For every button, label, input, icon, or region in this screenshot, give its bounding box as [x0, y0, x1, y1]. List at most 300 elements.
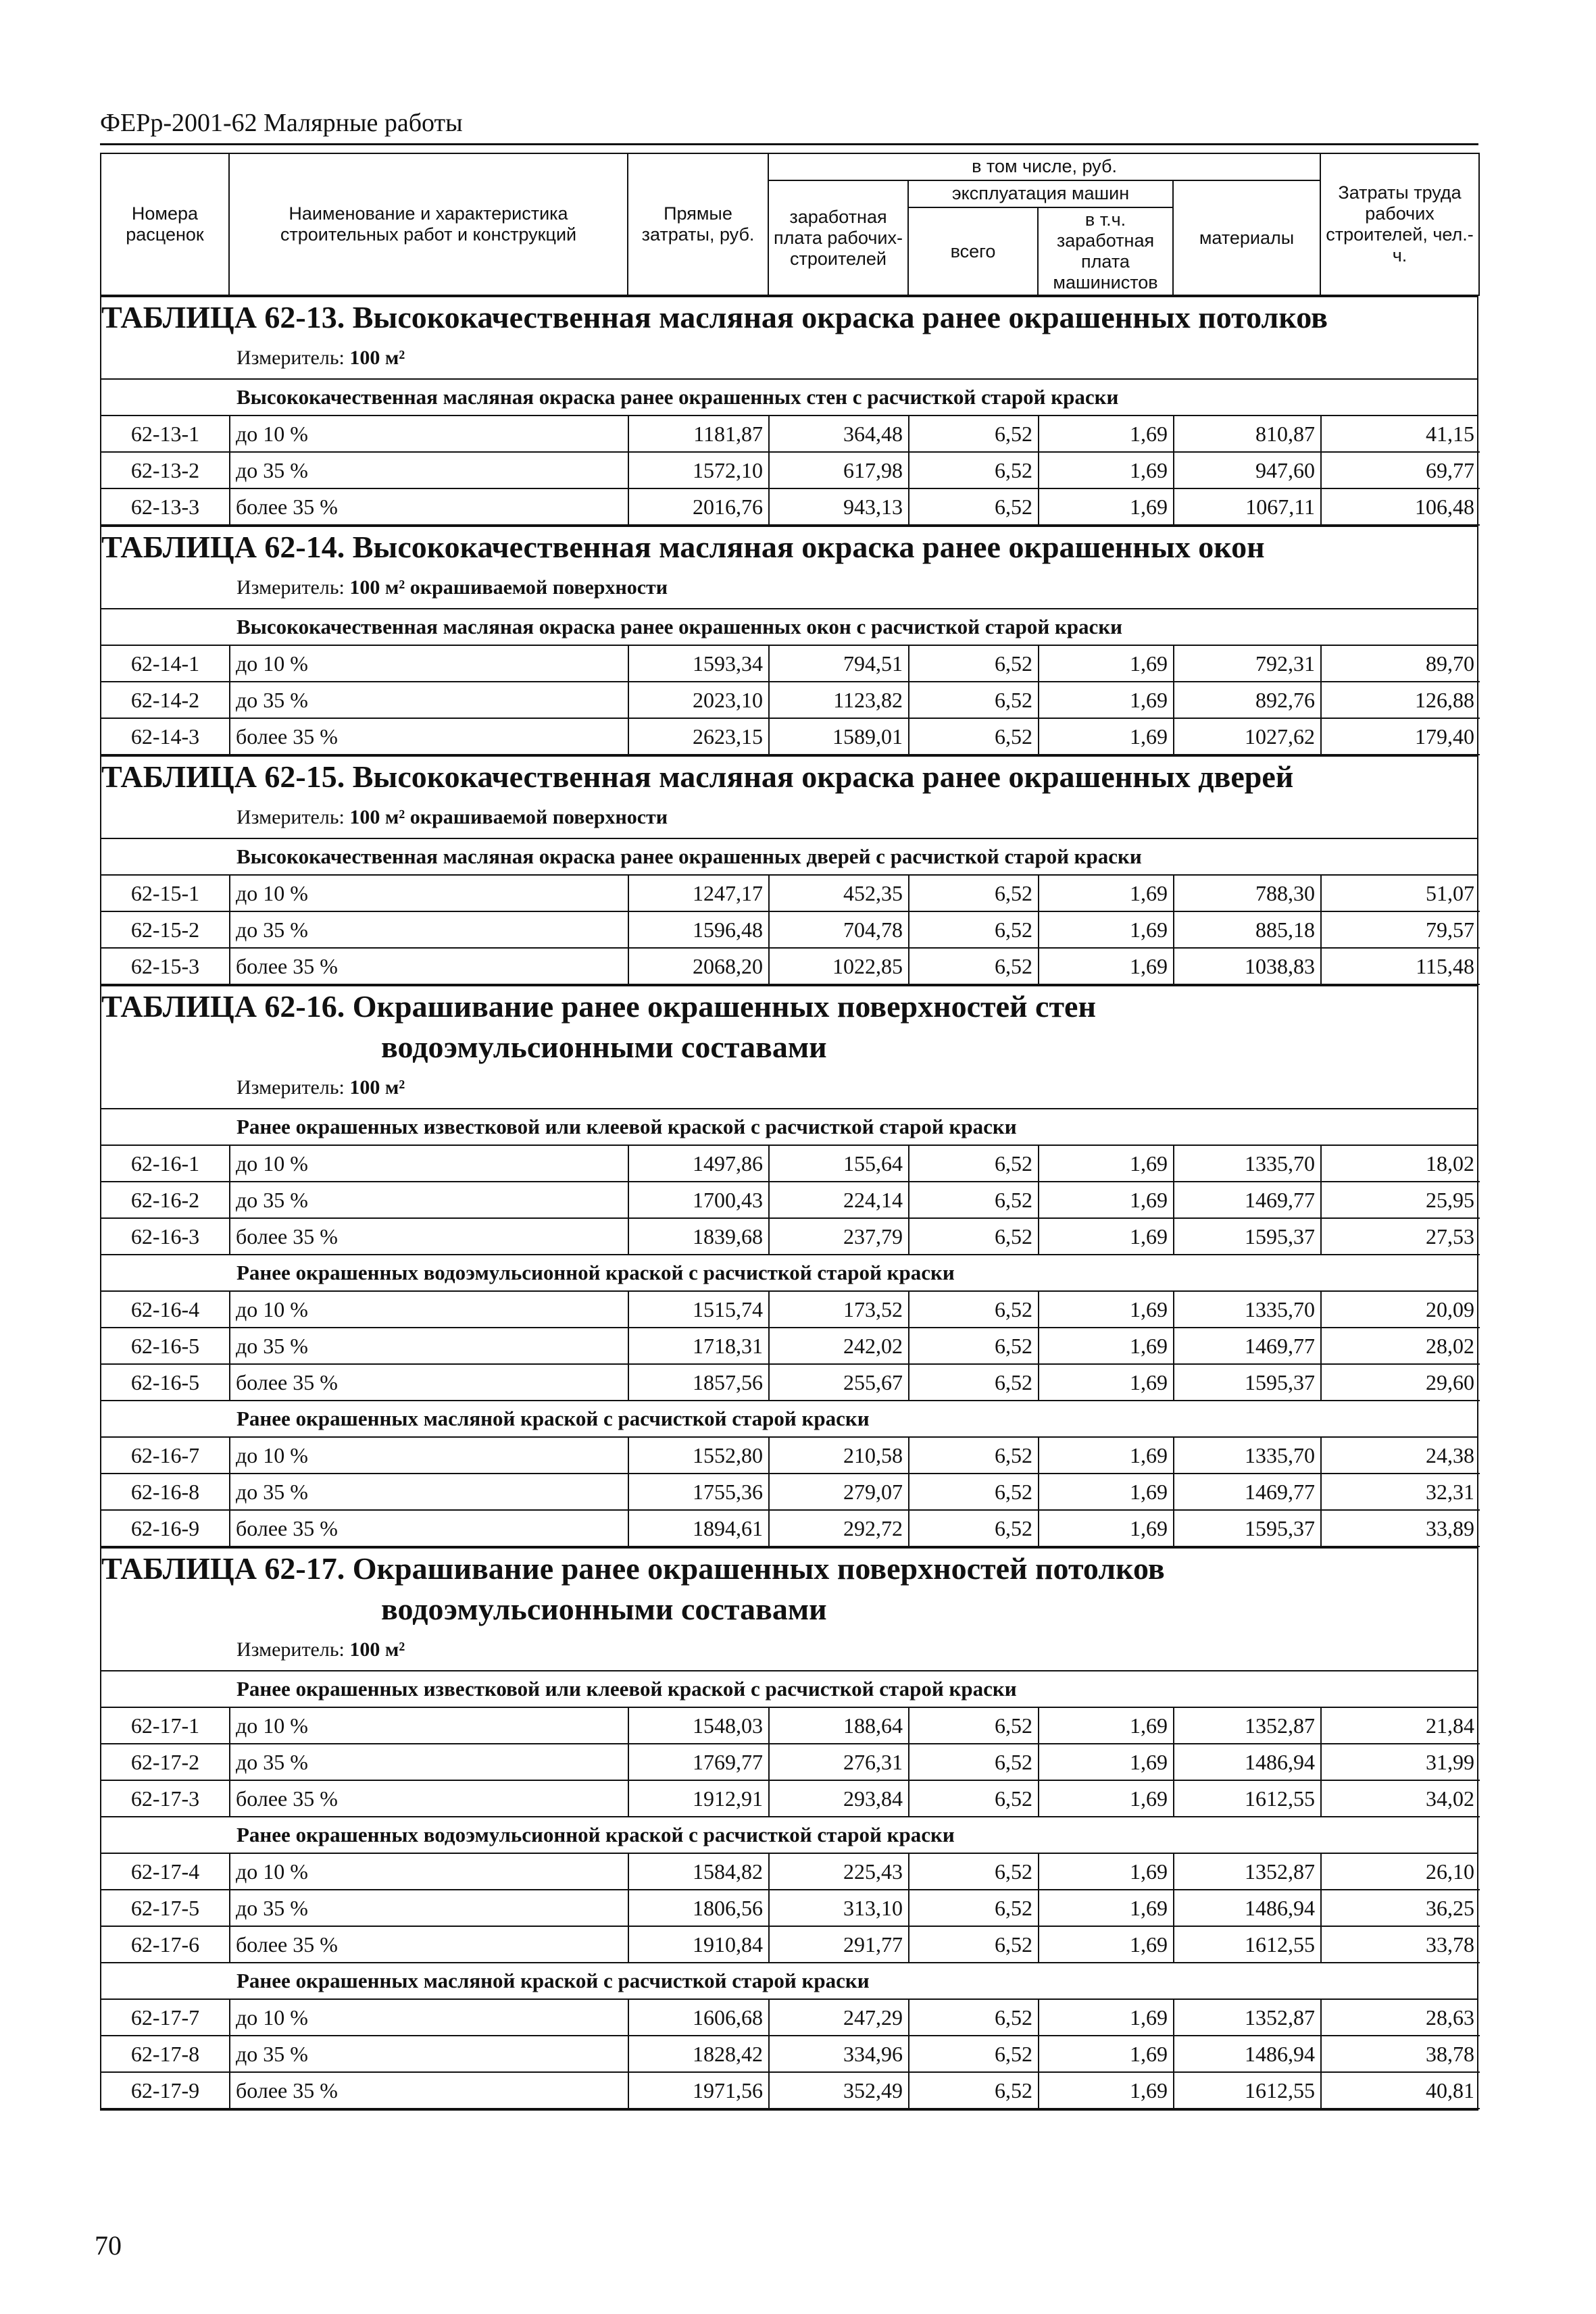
table-cell: 1612,55 [1174, 1780, 1321, 1817]
group-title: Высококачественная масляная окраска ранее окрашенных окон с расчисткой старой краски [101, 609, 1477, 646]
table-cell: 62-17-8 [101, 2036, 230, 2072]
table-cell: 62-13-2 [101, 452, 230, 488]
table-cell: более 35 % [230, 718, 628, 755]
table-cell: до 10 % [230, 876, 628, 911]
table-cell: 41,15 [1321, 416, 1480, 452]
table-cell: 6,52 [909, 1218, 1039, 1255]
table-cell: до 10 % [230, 1708, 628, 1744]
table-cell: 1335,70 [1174, 1292, 1321, 1328]
table-cell: 1828,42 [628, 2036, 769, 2072]
table-row [101, 718, 1480, 755]
table-cell: 1,69 [1039, 1328, 1174, 1364]
table-cell: 1,69 [1039, 1854, 1174, 1890]
table-cell: 1,69 [1039, 488, 1174, 525]
table-cell: 62-14-2 [101, 682, 230, 718]
table-title-text: ТАБЛИЦА 62-15. Высококачественная масляная окраска ранее окрашенных дверей [101, 759, 1294, 795]
table-cell: 21,84 [1321, 1708, 1480, 1744]
table-cell: 18,02 [1321, 1146, 1480, 1182]
table-cell: 6,52 [909, 1890, 1039, 1926]
table-row [101, 1474, 1480, 1510]
table-cell: 352,49 [769, 2072, 909, 2109]
table-cell: 24,38 [1321, 1438, 1480, 1474]
table-cell: 1,69 [1039, 1146, 1174, 1182]
table-cell: 1352,87 [1174, 1854, 1321, 1890]
table-cell: 1595,37 [1174, 1510, 1321, 1546]
table-row [101, 452, 1480, 488]
table-cell: до 35 % [230, 1474, 628, 1510]
table-cell: 1912,91 [628, 1780, 769, 1817]
table-cell: 1,69 [1039, 911, 1174, 948]
measure-rest: окрашиваемой поверхности [409, 576, 668, 599]
table-cell: 792,31 [1174, 646, 1321, 682]
table-row [101, 2000, 1480, 2036]
table-cell: 1755,36 [628, 1474, 769, 1510]
table-cell: 1335,70 [1174, 1146, 1321, 1182]
group-title: Ранее окрашенных масляной краской с расчисткой старой краски [101, 1963, 1477, 2000]
table-cell: 1067,11 [1174, 488, 1321, 525]
table-cell: 6,52 [909, 911, 1039, 948]
table-row [101, 1890, 1480, 1926]
table-cell: 51,07 [1321, 876, 1480, 911]
table-cell: 6,52 [909, 1744, 1039, 1780]
table-title [101, 296, 1477, 338]
table-cell: до 35 % [230, 1182, 628, 1218]
table-cell: 1469,77 [1174, 1474, 1321, 1510]
table-row [101, 1218, 1480, 1255]
table-cell: 62-16-2 [101, 1182, 230, 1218]
table-cell: до 10 % [230, 1854, 628, 1890]
group-title: Ранее окрашенных известковой или клеевой краской с расчисткой старой краски [101, 1109, 1477, 1146]
table-cell: 6,52 [909, 682, 1039, 718]
table-cell: 1,69 [1039, 718, 1174, 755]
table-cell: до 35 % [230, 682, 628, 718]
table-row [101, 1182, 1480, 1218]
table-cell: 1,69 [1039, 1364, 1174, 1401]
table-cell: 6,52 [909, 948, 1039, 984]
data-table [101, 1292, 1480, 1401]
table-cell: 6,52 [909, 1364, 1039, 1401]
table-cell: 62-14-3 [101, 718, 230, 755]
table-cell: 31,99 [1321, 1744, 1480, 1780]
table-cell: 1,69 [1039, 452, 1174, 488]
table-row [101, 1510, 1480, 1546]
table-cell: 1,69 [1039, 1926, 1174, 1963]
table-cell: 79,57 [1321, 911, 1480, 948]
table-cell: 1596,48 [628, 911, 769, 948]
col-header-incl: в том числе, руб. [768, 153, 1320, 180]
table-cell: 62-17-5 [101, 1890, 230, 1926]
table-row [101, 488, 1480, 525]
table-title-text: ТАБЛИЦА 62-14. Высококачественная масляная окраска ранее окрашенных окон [101, 530, 1265, 565]
measure-rest: окрашиваемой поверхности [409, 806, 668, 829]
table-row [101, 1780, 1480, 1817]
table-cell: 210,58 [769, 1438, 909, 1474]
table-cell: 1,69 [1039, 2000, 1174, 2036]
table-row [101, 1438, 1480, 1474]
table-cell: 40,81 [1321, 2072, 1480, 2109]
table-cell: 62-16-8 [101, 1474, 230, 1510]
page-number: 70 [95, 2230, 122, 2261]
table-cell: 1971,56 [628, 2072, 769, 2109]
table-cell: до 35 % [230, 1328, 628, 1364]
table-cell: 1022,85 [769, 948, 909, 984]
table-cell: 32,31 [1321, 1474, 1480, 1510]
table-title [101, 985, 1477, 1067]
table-cell: 6,52 [909, 1854, 1039, 1890]
table-cell: 1595,37 [1174, 1218, 1321, 1255]
col-header-codes: Номера расценок [101, 153, 229, 295]
group-title: Ранее окрашенных масляной краской с расчисткой старой краски [101, 1401, 1477, 1438]
table-cell: 62-17-3 [101, 1780, 230, 1817]
group-title: Ранее окрашенных известковой или клеевой краской с расчисткой старой краски [101, 1671, 1477, 1708]
table-cell: 6,52 [909, 488, 1039, 525]
table-cell: 6,52 [909, 718, 1039, 755]
table-cell: 115,48 [1321, 948, 1480, 984]
table-cell: 2623,15 [628, 718, 769, 755]
measure-line [101, 1067, 1477, 1109]
table-cell: 892,76 [1174, 682, 1321, 718]
measure-label: Измеритель: [236, 576, 345, 599]
table-cell: 1,69 [1039, 1708, 1174, 1744]
table-cell: 6,52 [909, 1474, 1039, 1510]
table-cell: 6,52 [909, 1328, 1039, 1364]
table-cell: 1806,56 [628, 1890, 769, 1926]
table-row [101, 1708, 1480, 1744]
table-cell: до 10 % [230, 416, 628, 452]
table-cell: 62-16-9 [101, 1510, 230, 1546]
table-cell: 291,77 [769, 1926, 909, 1963]
table-cell: 293,84 [769, 1780, 909, 1817]
table-cell: 292,72 [769, 1510, 909, 1546]
table-cell: 1572,10 [628, 452, 769, 488]
table-cell: 1,69 [1039, 876, 1174, 911]
measure-label: Измеритель: [236, 806, 345, 829]
data-table [101, 1708, 1480, 1817]
table-cell: 6,52 [909, 2072, 1039, 2109]
table-cell: 1352,87 [1174, 2000, 1321, 2036]
measure-line [101, 797, 1477, 839]
table-cell: 33,89 [1321, 1510, 1480, 1546]
table-cell: 62-14-1 [101, 646, 230, 682]
col-header-name: Наименование и характеристика строительных работ и конструкций [229, 153, 628, 295]
table-cell: 126,88 [1321, 682, 1480, 718]
table-cell: 1497,86 [628, 1146, 769, 1182]
table-cell: до 10 % [230, 2000, 628, 2036]
table-cell: до 35 % [230, 1890, 628, 1926]
table-cell: 1584,82 [628, 1854, 769, 1890]
table-title [101, 526, 1477, 568]
table-cell: 1,69 [1039, 1474, 1174, 1510]
table-cell: до 35 % [230, 2036, 628, 2072]
table-cell: более 35 % [230, 948, 628, 984]
data-table [101, 646, 1480, 755]
table-cell: 36,25 [1321, 1890, 1480, 1926]
measure-value: 100 м² [349, 347, 405, 370]
measure-value: 100 м² [349, 806, 410, 829]
table-cell: 1595,37 [1174, 1364, 1321, 1401]
table-row [101, 1744, 1480, 1780]
table-cell: 242,02 [769, 1328, 909, 1364]
table-row [101, 876, 1480, 911]
table-title [101, 1547, 1477, 1630]
table-cell: 788,30 [1174, 876, 1321, 911]
table-cell: 810,87 [1174, 416, 1321, 452]
table-cell: до 35 % [230, 911, 628, 948]
data-table [101, 876, 1480, 985]
table-cell: 1589,01 [769, 718, 909, 755]
table-cell: 1,69 [1039, 682, 1174, 718]
document-body [100, 153, 1478, 2111]
table-cell: 6,52 [909, 416, 1039, 452]
measure-line [101, 568, 1477, 609]
table-cell: 25,95 [1321, 1182, 1480, 1218]
table-cell: 1352,87 [1174, 1708, 1321, 1744]
header-rule [100, 143, 1478, 145]
table-cell: 29,60 [1321, 1364, 1480, 1401]
table-cell: 62-16-5 [101, 1364, 230, 1401]
table-cell: 62-15-3 [101, 948, 230, 984]
col-header-labor: Затраты труда рабочих строителей, чел.-ч. [1320, 153, 1479, 295]
table-cell: 313,10 [769, 1890, 909, 1926]
table-cell: 364,48 [769, 416, 909, 452]
table-cell: 1700,43 [628, 1182, 769, 1218]
table-cell: 6,52 [909, 1510, 1039, 1546]
measure-value: 100 м² [349, 1638, 405, 1661]
table-cell: 1,69 [1039, 1218, 1174, 1255]
table-cell: до 10 % [230, 1146, 628, 1182]
table-cell: 1857,56 [628, 1364, 769, 1401]
table-cell: 794,51 [769, 646, 909, 682]
table-cell: 28,63 [1321, 2000, 1480, 2036]
table-cell: 34,02 [1321, 1780, 1480, 1817]
table-cell: 28,02 [1321, 1328, 1480, 1364]
table-title-text: ТАБЛИЦА 62-13. Высококачественная масляная окраска ранее окрашенных потолков [101, 300, 1328, 335]
table-cell: 62-16-4 [101, 1292, 230, 1328]
data-table [101, 1146, 1480, 1255]
table-cell: 279,07 [769, 1474, 909, 1510]
table-cell: 885,18 [1174, 911, 1321, 948]
table-cell: 62-15-1 [101, 876, 230, 911]
table-cell: 6,52 [909, 1708, 1039, 1744]
table-cell: 1,69 [1039, 416, 1174, 452]
data-table [101, 1438, 1480, 1547]
col-header-direct: Прямые затраты, руб. [628, 153, 768, 295]
table-row [101, 1146, 1480, 1182]
table-row [101, 2072, 1480, 2109]
table-cell: 1894,61 [628, 1510, 769, 1546]
table-row [101, 911, 1480, 948]
table-cell: 617,98 [769, 452, 909, 488]
table-cell: 6,52 [909, 646, 1039, 682]
table-cell: 1,69 [1039, 1292, 1174, 1328]
table-row [101, 1854, 1480, 1890]
table-cell: 1,69 [1039, 1744, 1174, 1780]
table-cell: 6,52 [909, 452, 1039, 488]
data-table [101, 2000, 1480, 2109]
table-cell: более 35 % [230, 1218, 628, 1255]
table-cell: 225,43 [769, 1854, 909, 1890]
col-header-machines-wage: в т.ч. заработная плата машинистов [1038, 207, 1173, 295]
table-row [101, 948, 1480, 984]
table-cell: 62-16-1 [101, 1146, 230, 1182]
table-cell: 62-16-3 [101, 1218, 230, 1255]
table-cell: до 10 % [230, 1292, 628, 1328]
table-cell: до 35 % [230, 452, 628, 488]
table-title [101, 755, 1477, 797]
table-cell: 1515,74 [628, 1292, 769, 1328]
table-cell: 20,09 [1321, 1292, 1480, 1328]
table-cell: 6,52 [909, 2000, 1039, 2036]
table-cell: 89,70 [1321, 646, 1480, 682]
table-title-text: ТАБЛИЦА 62-17. Окрашивание ранее окрашенных поверхностей потолков [101, 1551, 1165, 1586]
table-cell: 947,60 [1174, 452, 1321, 488]
group-title: Высококачественная масляная окраска ранее окрашенных дверей с расчисткой старой краски [101, 839, 1477, 876]
table-cell: 2016,76 [628, 488, 769, 525]
table-cell: 62-17-1 [101, 1708, 230, 1744]
table-row [101, 682, 1480, 718]
table-cell: 1606,68 [628, 2000, 769, 2036]
table-cell: 62-16-7 [101, 1438, 230, 1474]
table-cell: 1548,03 [628, 1708, 769, 1744]
col-header-machines: эксплуатация машин [908, 180, 1173, 207]
table-row [101, 416, 1480, 452]
page-header: ФЕРр-2001-62 Малярные работы [100, 109, 463, 137]
table-cell: 255,67 [769, 1364, 909, 1401]
table-cell: более 35 % [230, 1926, 628, 1963]
table-cell: 188,64 [769, 1708, 909, 1744]
measure-label: Измеритель: [236, 1638, 345, 1661]
table-cell: 1718,31 [628, 1328, 769, 1364]
table-cell: 452,35 [769, 876, 909, 911]
table-cell: 6,52 [909, 876, 1039, 911]
table-cell: до 10 % [230, 646, 628, 682]
table-cell: 1,69 [1039, 1780, 1174, 1817]
table-cell: 1,69 [1039, 1182, 1174, 1218]
table-row [101, 1926, 1480, 1963]
table-cell: 2023,10 [628, 682, 769, 718]
table-cell: 1612,55 [1174, 2072, 1321, 2109]
table-cell: 179,40 [1321, 718, 1480, 755]
table-cell: 1123,82 [769, 682, 909, 718]
table-cell: 1,69 [1039, 1438, 1174, 1474]
table-cell: более 35 % [230, 1780, 628, 1817]
measure-line [101, 1630, 1477, 1671]
measure-value: 100 м² [349, 1076, 405, 1099]
table-cell: 6,52 [909, 1146, 1039, 1182]
table-cell: 62-17-2 [101, 1744, 230, 1780]
measure-value: 100 м² [349, 576, 410, 599]
data-table [101, 416, 1480, 526]
measure-label: Измеритель: [236, 347, 345, 370]
table-cell: 6,52 [909, 1780, 1039, 1817]
table-cell: 1612,55 [1174, 1926, 1321, 1963]
table-row [101, 646, 1480, 682]
table-cell: 1486,94 [1174, 2036, 1321, 2072]
table-cell: 1469,77 [1174, 1182, 1321, 1218]
table-row [101, 1292, 1480, 1328]
table-cell: 6,52 [909, 2036, 1039, 2072]
table-cell: до 10 % [230, 1438, 628, 1474]
table-cell: более 35 % [230, 488, 628, 525]
table-cell: 1027,62 [1174, 718, 1321, 755]
table-cell: 26,10 [1321, 1854, 1480, 1890]
table-cell: 237,79 [769, 1218, 909, 1255]
table-cell: 155,64 [769, 1146, 909, 1182]
table-cell: 6,52 [909, 1292, 1039, 1328]
table-title-text: ТАБЛИЦА 62-16. Окрашивание ранее окрашенных поверхностей стен [101, 989, 1096, 1024]
column-header-table [100, 153, 1480, 296]
table-cell: 943,13 [769, 488, 909, 525]
table-cell: 27,53 [1321, 1218, 1480, 1255]
group-title: Ранее окрашенных водоэмульсионной краской с расчисткой старой краски [101, 1255, 1477, 1292]
table-cell: 1769,77 [628, 1744, 769, 1780]
table-cell: более 35 % [230, 2072, 628, 2109]
table-row [101, 1328, 1480, 1364]
table-cell: 224,14 [769, 1182, 909, 1218]
table-cell: 62-15-2 [101, 911, 230, 948]
table-cell: 1552,80 [628, 1438, 769, 1474]
group-title: Высококачественная масляная окраска ранее окрашенных стен с расчисткой старой краски [101, 380, 1477, 416]
table-cell: 62-17-9 [101, 2072, 230, 2109]
table-cell: 6,52 [909, 1182, 1039, 1218]
table-cell: 276,31 [769, 1744, 909, 1780]
table-cell: 1486,94 [1174, 1890, 1321, 1926]
table-cell: 6,52 [909, 1926, 1039, 1963]
table-cell: 1247,17 [628, 876, 769, 911]
table-subtitle: водоэмульсионными составами [381, 1030, 827, 1065]
table-cell: 704,78 [769, 911, 909, 948]
table-cell: 1335,70 [1174, 1438, 1321, 1474]
table-cell: 1,69 [1039, 2036, 1174, 2072]
table-cell: 1469,77 [1174, 1328, 1321, 1364]
col-header-wage: заработная плата рабочих-строителей [768, 180, 908, 295]
table-cell: более 35 % [230, 1510, 628, 1546]
col-header-materials: материалы [1173, 180, 1320, 295]
table-row [101, 1364, 1480, 1401]
table-cell: до 35 % [230, 1744, 628, 1780]
data-table [101, 1854, 1480, 1963]
measure-line [101, 338, 1477, 380]
table-cell: 1,69 [1039, 948, 1174, 984]
measure-label: Измеритель: [236, 1076, 345, 1099]
table-cell: 1593,34 [628, 646, 769, 682]
table-cell: 1,69 [1039, 1890, 1174, 1926]
table-cell: 1486,94 [1174, 1744, 1321, 1780]
table-cell: 62-13-3 [101, 488, 230, 525]
table-cell: 334,96 [769, 2036, 909, 2072]
table-subtitle: водоэмульсионными составами [381, 1592, 827, 1627]
table-cell: 1181,87 [628, 416, 769, 452]
table-cell: 2068,20 [628, 948, 769, 984]
group-title: Ранее окрашенных водоэмульсионной краской с расчисткой старой краски [101, 1817, 1477, 1854]
table-cell: 62-17-7 [101, 2000, 230, 2036]
table-cell: 1038,83 [1174, 948, 1321, 984]
table-cell: 62-16-5 [101, 1328, 230, 1364]
table-cell: 1839,68 [628, 1218, 769, 1255]
table-cell: 6,52 [909, 1438, 1039, 1474]
table-cell: 38,78 [1321, 2036, 1480, 2072]
table-cell: 62-13-1 [101, 416, 230, 452]
table-cell: 247,29 [769, 2000, 909, 2036]
table-cell: 1,69 [1039, 1510, 1174, 1546]
tables-container [100, 296, 1478, 2111]
table-cell: 1,69 [1039, 646, 1174, 682]
table-cell: 106,48 [1321, 488, 1480, 525]
table-cell: 1,69 [1039, 2072, 1174, 2109]
col-header-machines-total: всего [908, 207, 1038, 295]
table-cell: 1910,84 [628, 1926, 769, 1963]
table-cell: более 35 % [230, 1364, 628, 1401]
